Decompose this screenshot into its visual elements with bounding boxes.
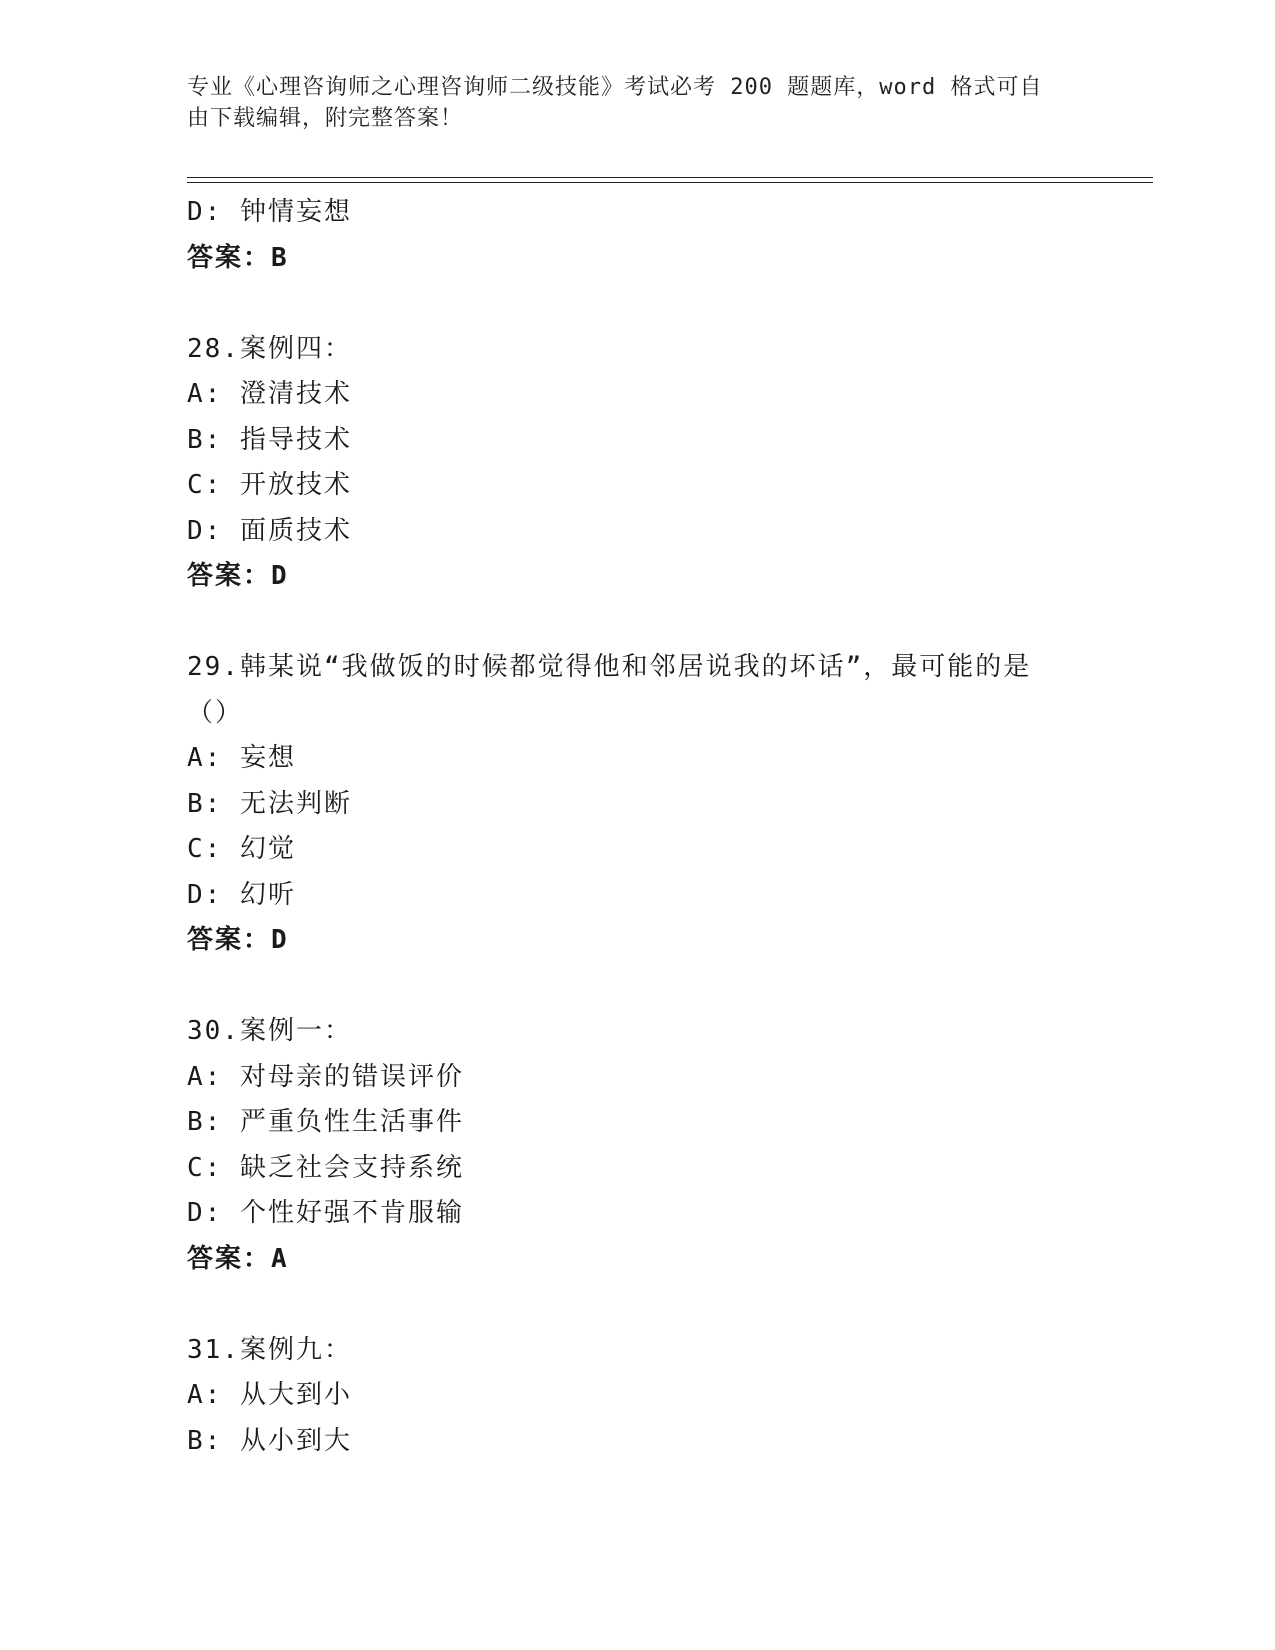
option-line: D: 个性好强不肯服输 xyxy=(187,1198,464,1228)
question-stem: 30.案例一： xyxy=(187,1016,352,1046)
header-line-1: 专业《心理咨询师之心理咨询师二级技能》考试必考 200 题题库，word 格式可自 xyxy=(187,75,1043,100)
option-line: A: 从大到小 xyxy=(187,1380,352,1410)
option-line: D: 钟情妄想 xyxy=(187,197,352,227)
option-line: C: 缺乏社会支持系统 xyxy=(187,1152,464,1183)
header-line-2: 由下载编辑，附完整答案！ xyxy=(187,106,464,131)
option-line: B: 指导技术 xyxy=(187,424,352,455)
question-stem: 29.韩某说“我做饭的时候都觉得他和邻居说我的坏话”，最可能的是 xyxy=(187,652,1032,682)
option-line: C: 开放技术 xyxy=(187,470,352,500)
question-list xyxy=(187,190,1087,1464)
option-line: B: 严重负性生活事件 xyxy=(187,1107,464,1137)
document-header xyxy=(187,72,1067,134)
header-rule-bottom xyxy=(187,182,1153,183)
header-rule-top xyxy=(187,177,1153,178)
blank-line xyxy=(187,281,1087,327)
question-stem: （） xyxy=(187,697,244,728)
answer-line: 答案：A xyxy=(187,1243,289,1274)
option-line: C: 幻觉 xyxy=(187,834,296,864)
answer-line: 答案：D xyxy=(187,561,289,591)
blank-line xyxy=(187,1282,1087,1328)
answer-line: 答案：D xyxy=(187,925,289,955)
option-line: A: 澄清技术 xyxy=(187,379,352,409)
option-line: D: 幻听 xyxy=(187,879,296,910)
option-line: B: 无法判断 xyxy=(187,788,352,819)
option-line: A: 对母亲的错误评价 xyxy=(187,1061,464,1092)
blank-line xyxy=(187,964,1087,1010)
option-line: A: 妄想 xyxy=(187,743,296,773)
option-line: B: 从小到大 xyxy=(187,1425,352,1456)
question-stem: 31.案例九： xyxy=(187,1334,352,1365)
answer-line: 答案：B xyxy=(187,242,289,273)
option-line: D: 面质技术 xyxy=(187,515,352,546)
blank-line xyxy=(187,600,1087,646)
question-stem: 28.案例四： xyxy=(187,333,352,364)
